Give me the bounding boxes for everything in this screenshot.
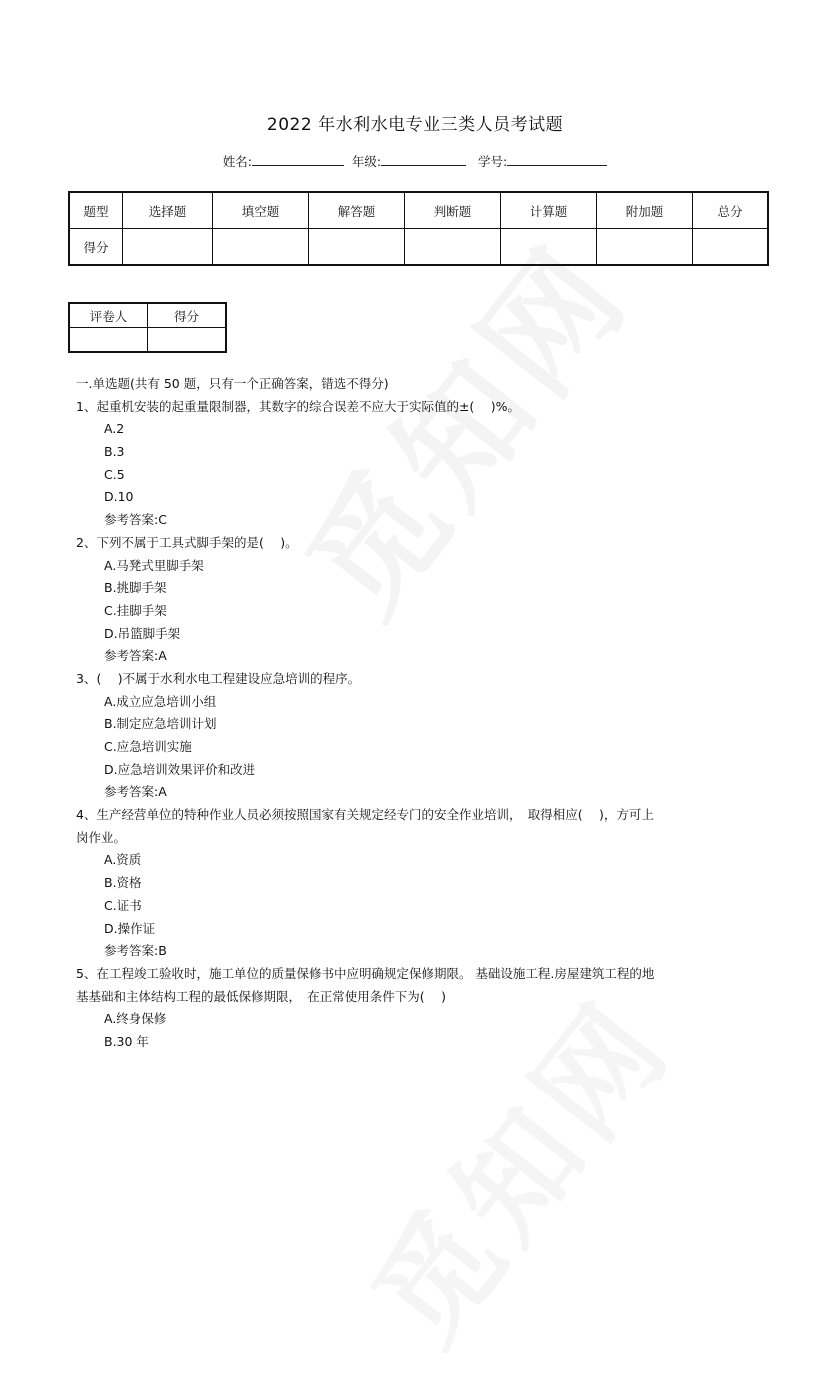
score-table-header-row xyxy=(69,192,768,229)
id-label: 学号: xyxy=(478,154,508,169)
name-label: 姓名: xyxy=(222,154,252,169)
score-header-cell: 解答题 xyxy=(309,192,405,229)
question-option: B.3 xyxy=(104,444,125,460)
reviewer-cell xyxy=(69,328,148,353)
score-cell xyxy=(309,229,405,266)
grade-label: 年级: xyxy=(351,154,382,169)
score-row-label: 得分 xyxy=(69,229,123,266)
question-option: D.10 xyxy=(104,489,134,505)
name-blank xyxy=(252,153,344,166)
score-header-cell: 选择题 xyxy=(123,192,213,229)
grade-blank xyxy=(381,153,466,166)
score-cell xyxy=(213,229,309,266)
grader-blank-row xyxy=(69,328,226,353)
section-heading: 一.单选题(共有 50 题，只有一个正确答案，错选不得分) xyxy=(76,376,389,391)
question-text-continued: 基基础和主体结构工程的最低保修期限， 在正常使用条件下为( ) xyxy=(76,988,446,1004)
question-option: C.5 xyxy=(104,466,125,482)
exam-title: 2022 年水利水电专业三类人员考试题 xyxy=(266,115,564,135)
question-option: A.资质 xyxy=(104,852,142,868)
score-header-cell: 填空题 xyxy=(213,192,309,229)
score-header-cell: 题型 xyxy=(69,192,123,229)
score-table xyxy=(68,191,769,266)
score-cell xyxy=(123,229,213,266)
question-text: 5、在工程竣工验收时，施工单位的质量保修书中应明确规定保修期限。 基础设施工程.房屋建筑工程的地 xyxy=(76,965,655,981)
id-blank xyxy=(507,153,607,166)
reference-answer: 参考答案:B xyxy=(104,943,167,959)
question-text: 1、起重机安装的起重量限制器，其数字的综合误差不应大于实际值的±( )%。 xyxy=(76,398,521,414)
question-option: A.成立应急培训小组 xyxy=(104,693,217,709)
score-header-cell: 总分 xyxy=(693,192,769,229)
grader-table xyxy=(68,302,227,353)
score-cell xyxy=(597,229,693,266)
score-cell xyxy=(405,229,501,266)
question-option: B.挑脚手架 xyxy=(104,580,167,596)
score-header-cell: 计算题 xyxy=(501,192,597,229)
question-option: A.2 xyxy=(104,421,125,437)
score-header-cell: 附加题 xyxy=(597,192,693,229)
questions-section xyxy=(76,373,756,1054)
grader-score-cell xyxy=(148,328,227,353)
reference-answer: 参考答案:C xyxy=(104,512,167,528)
question-option: B.30 年 xyxy=(104,1033,149,1049)
score-table-score-row xyxy=(69,229,768,266)
grader-score-label: 得分 xyxy=(148,303,227,328)
question-option: D.操作证 xyxy=(104,920,156,936)
question-option: B.制定应急培训计划 xyxy=(104,716,217,732)
question-option: A.终身保修 xyxy=(104,1011,167,1027)
question-text: 3、( )不属于水利水电工程建设应急培训的程序。 xyxy=(76,670,361,686)
question-option: A.马凳式里脚手架 xyxy=(104,557,204,573)
question-text: 4、生产经营单位的特种作业人员必须按照国家有关规定经专门的安全作业培训， 取得相应( )，方可上 xyxy=(76,807,654,823)
question-option: D.吊篮脚手架 xyxy=(104,625,181,641)
question-option: C.挂脚手架 xyxy=(104,602,167,618)
score-cell xyxy=(693,229,769,266)
question-option: C.证书 xyxy=(104,897,142,913)
score-header-cell: 判断题 xyxy=(405,192,501,229)
question-text: 2、下列不属于工具式脚手架的是( )。 xyxy=(76,534,298,550)
question-option: B.资格 xyxy=(104,875,142,891)
question-option: C.应急培训实施 xyxy=(104,739,192,754)
reference-answer: 参考答案:A xyxy=(104,648,167,664)
score-cell xyxy=(501,229,597,266)
reference-answer: 参考答案:A xyxy=(104,784,167,800)
grader-header-row xyxy=(69,303,226,328)
student-info-line xyxy=(0,152,830,170)
question-text-continued: 岗作业。 xyxy=(76,829,127,845)
reviewer-label: 评卷人 xyxy=(69,303,148,328)
question-option: D.应急培训效果评价和改进 xyxy=(104,761,256,777)
